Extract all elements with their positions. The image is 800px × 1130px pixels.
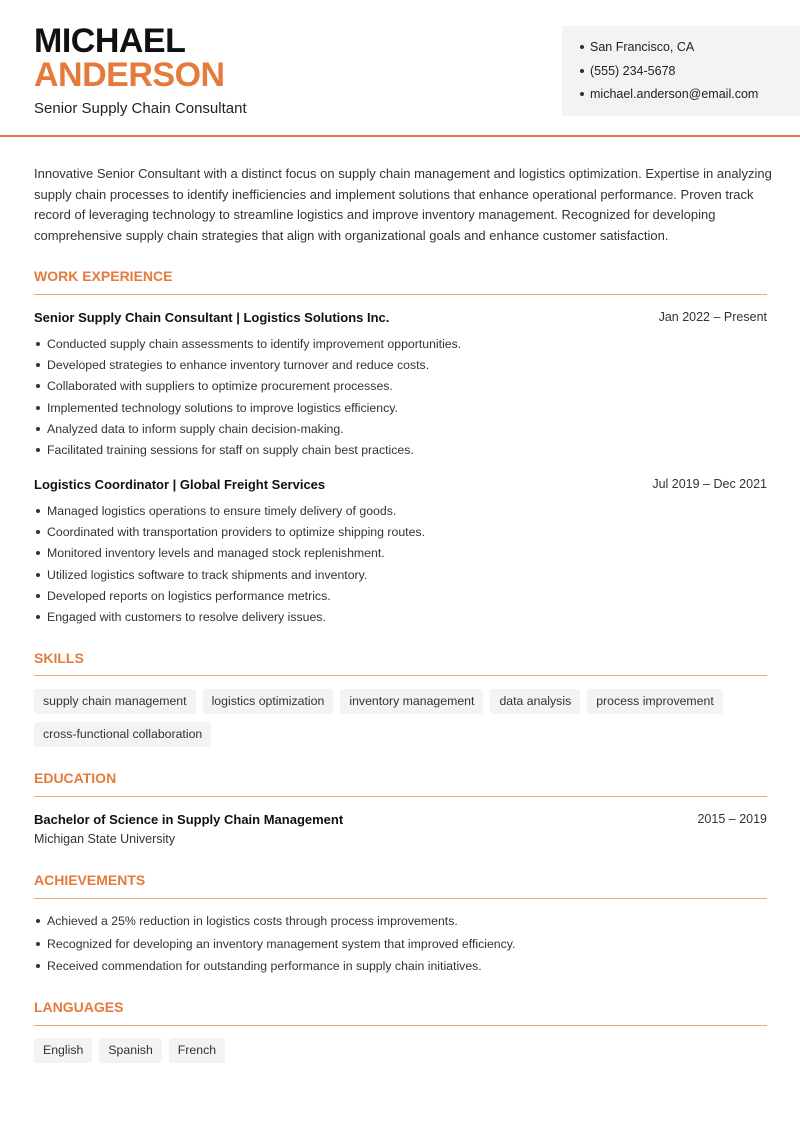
list-item: Collaborated with suppliers to optimize procurement processes. xyxy=(34,377,767,398)
section-rule xyxy=(34,1025,767,1026)
skill-chip: cross-functional collaboration xyxy=(34,722,211,747)
last-name: ANDERSON xyxy=(34,56,225,94)
list-item: Analyzed data to inform supply chain decision-making. xyxy=(34,420,767,441)
job-bullets xyxy=(34,335,767,462)
section-rule xyxy=(34,796,767,797)
section-rule xyxy=(34,294,767,295)
degree-title: Bachelor of Science in Supply Chain Management xyxy=(34,812,344,827)
section-rule xyxy=(34,675,767,676)
list-item: Received commendation for outstanding performance in supply chain initiatives. xyxy=(34,957,767,980)
skill-chip: inventory management xyxy=(340,689,483,714)
list-item: Utilized logistics software to track shipments and inventory. xyxy=(34,566,767,587)
resume-header xyxy=(0,0,800,137)
list-item: Recognized for developing an inventory management system that improved efficiency. xyxy=(34,935,767,958)
section-title-skills: SKILLS xyxy=(34,650,84,666)
contact-phone: (555) 234-5678 xyxy=(580,62,800,86)
contact-box xyxy=(562,26,800,116)
section-title-achievements: ACHIEVEMENTS xyxy=(34,872,146,888)
school-name: Michigan State University xyxy=(34,832,176,846)
achievements-list xyxy=(34,912,767,980)
list-item: Achieved a 25% reduction in logistics costs through process improvements. xyxy=(34,912,767,935)
skill-chip: data analysis xyxy=(490,689,580,714)
list-item: Conducted supply chain assessments to identify improvement opportunities. xyxy=(34,335,767,356)
job-role: Senior Supply Chain Consultant xyxy=(34,100,247,117)
section-title-work: WORK EXPERIENCE xyxy=(34,268,173,284)
list-item: Monitored inventory levels and managed stock replenishment. xyxy=(34,544,767,565)
job-title: Logistics Coordinator | Global Freight Services xyxy=(34,477,326,492)
list-item: Facilitated training sessions for staff on supply chain best practices. xyxy=(34,441,767,462)
section-title-languages: LANGUAGES xyxy=(34,999,124,1015)
list-item: Managed logistics operations to ensure timely delivery of goods. xyxy=(34,502,767,523)
section-title-education: EDUCATION xyxy=(34,770,117,786)
languages-list xyxy=(34,1038,774,1063)
list-item: Developed strategies to enhance inventory turnover and reduce costs. xyxy=(34,356,767,377)
job-bullets xyxy=(34,502,767,629)
language-chip: English xyxy=(34,1038,92,1063)
skill-chip: logistics optimization xyxy=(203,689,334,714)
list-item: Developed reports on logistics performance metrics. xyxy=(34,587,767,608)
skill-chip: process improvement xyxy=(587,689,723,714)
list-item: Coordinated with transportation providers to optimize shipping routes. xyxy=(34,523,767,544)
skills-list xyxy=(34,689,774,747)
language-chip: Spanish xyxy=(99,1038,161,1063)
job-date: Jul 2019 – Dec 2021 xyxy=(652,477,767,491)
list-item: Engaged with customers to resolve delivery issues. xyxy=(34,608,767,629)
first-name: MICHAEL xyxy=(34,22,186,60)
job-title: Senior Supply Chain Consultant | Logistics Solutions Inc. xyxy=(34,310,390,325)
job-date: Jan 2022 – Present xyxy=(658,310,767,324)
contact-location: San Francisco, CA xyxy=(580,38,800,62)
section-rule xyxy=(34,898,767,899)
language-chip: French xyxy=(169,1038,225,1063)
summary: Innovative Senior Consultant with a distinct focus on supply chain management and logistics optimization. Expertise in analyzing supply chain processes to identify inefficiencies and implement solutions that enhance operational performance. Proven track record of leveraging technology to streamline logistics and improve inventory management. Recognized for developing comprehensive supply chain strategies that align with organizational goals and enhance customer satisfaction. xyxy=(34,166,772,243)
list-item: Implemented technology solutions to improve logistics efficiency. xyxy=(34,399,767,420)
skill-chip: supply chain management xyxy=(34,689,196,714)
education-date: 2015 – 2019 xyxy=(697,812,767,826)
contact-email: michael.anderson@email.com xyxy=(580,85,800,109)
